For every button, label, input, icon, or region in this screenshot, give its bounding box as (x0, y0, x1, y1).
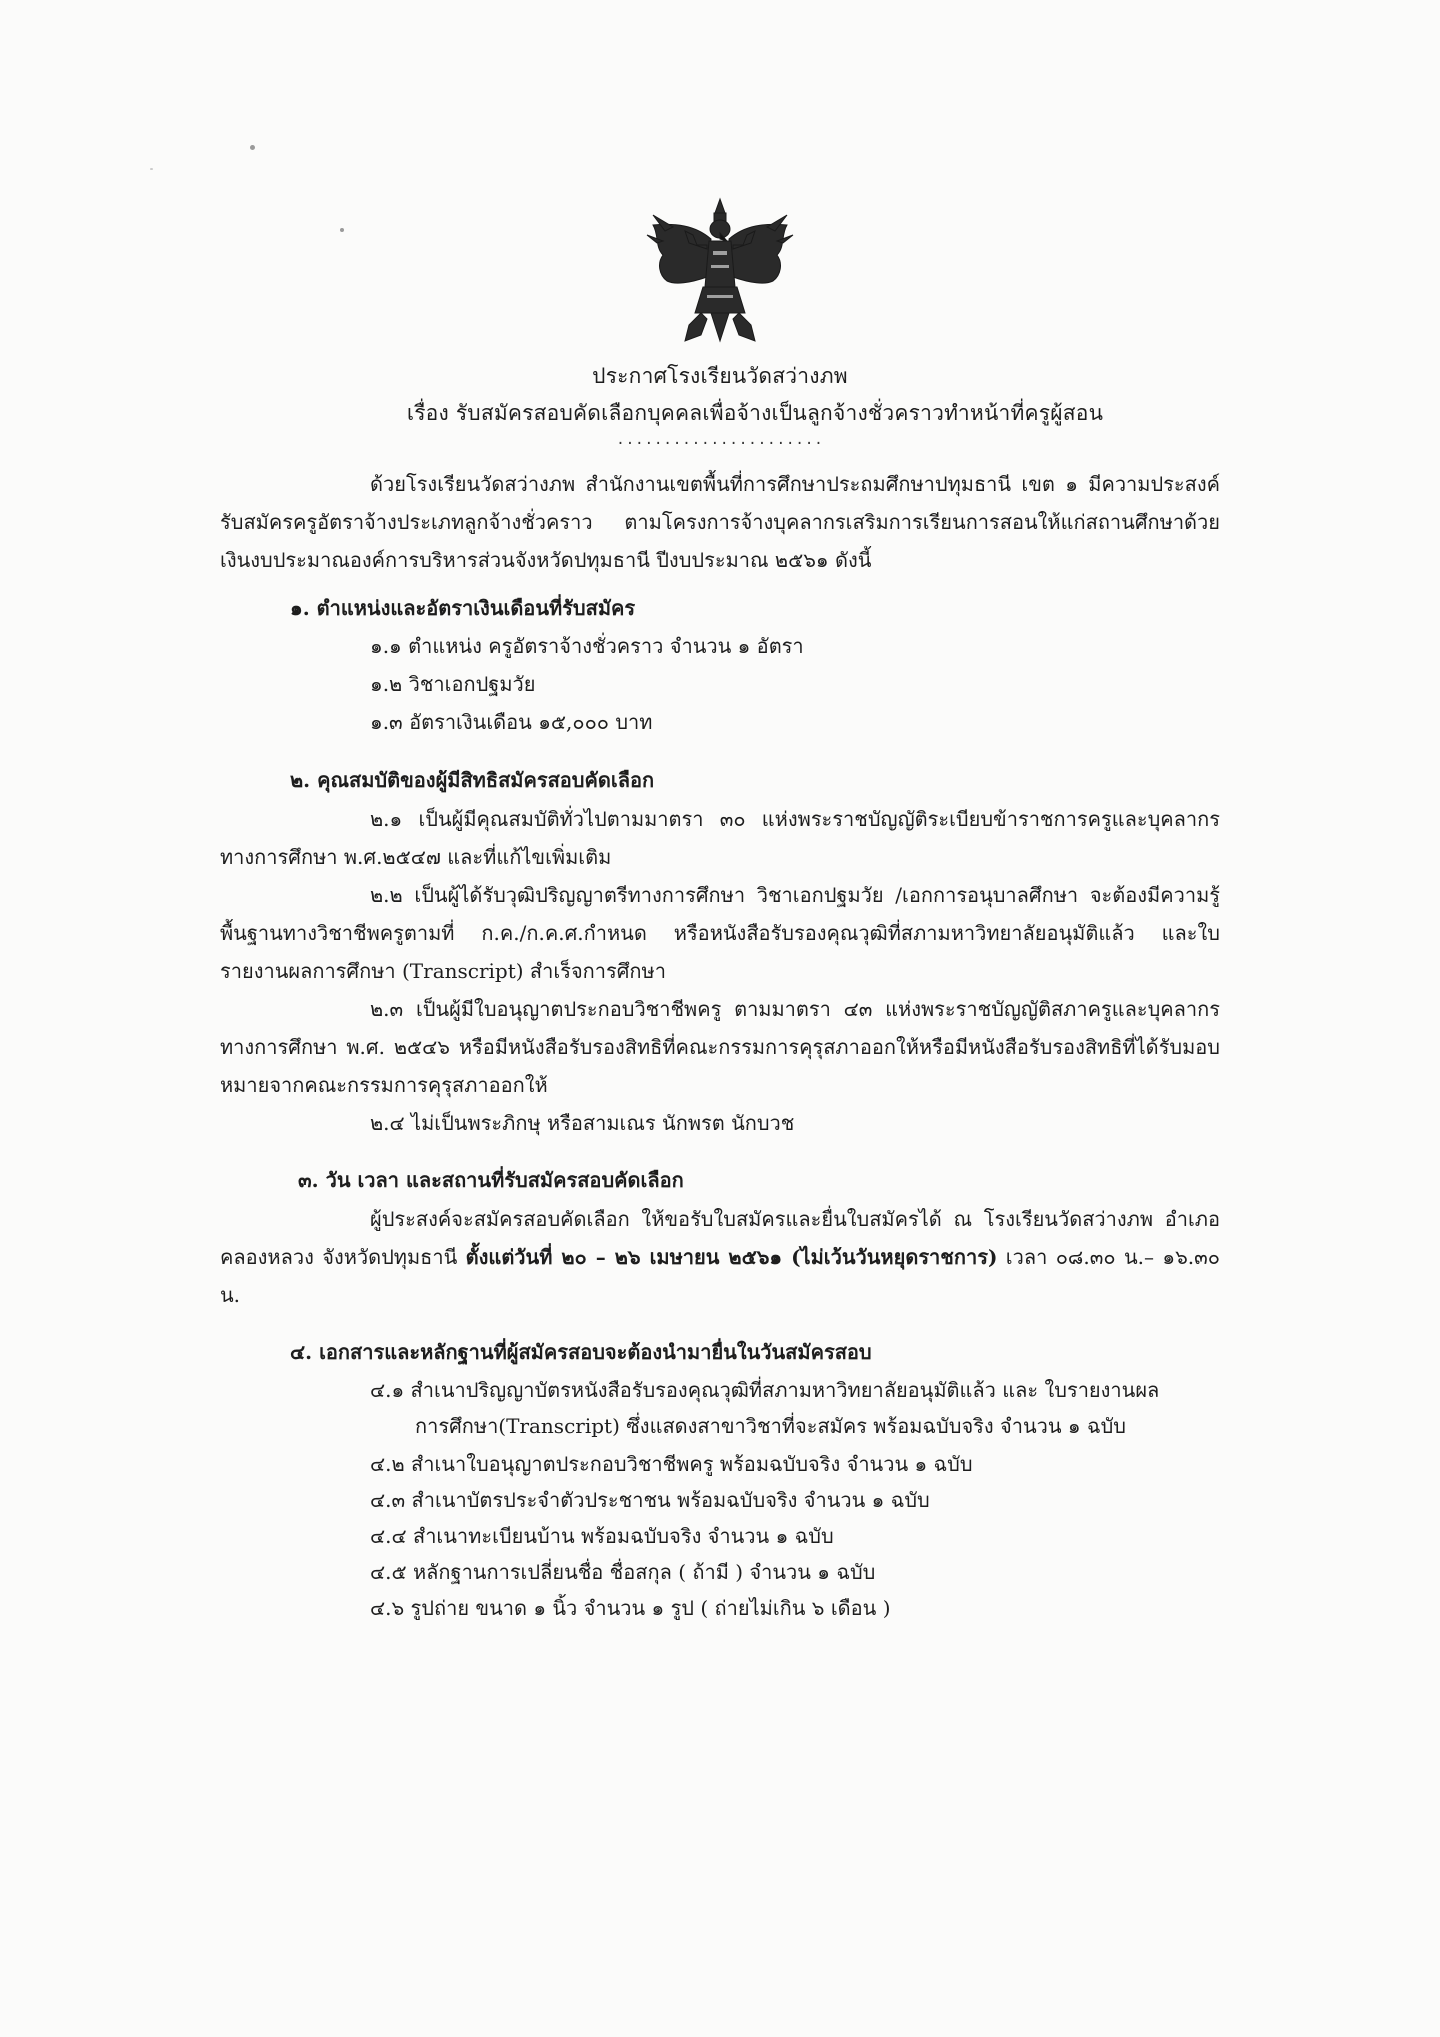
section-1-item: ๑.๑ ตำแหน่ง ครูอัตราจ้างชั่วคราว จำนวน ๑ อัตรา (370, 634, 804, 658)
section-4-item: ๔.๒ สำเนาใบอนุญาตประกอบวิชาชีพครู พร้อมฉบับจริง จำนวน ๑ ฉบับ (370, 1452, 973, 1476)
section-4-item: ๔.๖ รูปถ่าย ขนาด ๑ นิ้ว จำนวน ๑ รูป ( ถ่ายไม่เกิน ๖ เดือน ) (370, 1596, 891, 1620)
section-4-item-line: การศึกษา(Transcript) ซึ่งแสดงสาขาวิชาที่จะสมัคร พร้อมฉบับจริง จำนวน ๑ ฉบับ (415, 1414, 1126, 1438)
scan-speck (340, 228, 344, 232)
section-4-item-line: ๔.๑ สำเนาปริญญาบัตรหนังสือรับรองคุณวุฒิที่สภามหาวิทยาลัยอนุมัติแล้ว และ ใบรายงานผล (370, 1378, 1160, 1402)
section-2-heading: ๒. คุณสมบัติของผู้มีสิทธิสมัครสอบคัดเลือก (290, 768, 655, 792)
section-4-item: ๔.๕ หลักฐานการเปลี่ยนชื่อ ชื่อสกุล ( ถ้ามี ) จำนวน ๑ ฉบับ (370, 1560, 876, 1584)
section-2-item: ๒.๓ เป็นผู้มีใบอนุญาตประกอบวิชาชีพครู ตามมาตรา ๔๓ แห่งพระราชบัญญัติสภาครูและบุคลากรทางการศึกษา พ.ศ. ๒๕๔๖ หรือมีหนังสือรับรองสิทธิที่คณะกรรมการคุรุสภาออกให้หรือมีหนังสือรับรองสิทธิที่ได้รับมอบหมายจากคณะกรรมการคุรุสภาออกให้ (220, 997, 1220, 1097)
title-separator: ...................... (616, 432, 824, 448)
announcement-subject: เรื่อง รับสมัครสอบคัดเลือกบุคคลเพื่อจ้างเป็นลูกจ้างชั่วคราวทำหน้าที่ครูผู้สอน (406, 401, 1104, 425)
announcement-title: ประกาศโรงเรียนวัดสว่างภพ (592, 364, 848, 388)
section-4-item (370, 1372, 1190, 1444)
section-2-item: ๒.๑ เป็นผู้มีคุณสมบัติทั่วไปตามมาตรา ๓๐ แห่งพระราชบัญญัติระเบียบข้าราชการครูและบุคลากรทางการศึกษา พ.ศ.๒๕๔๗ และที่แก้ไขเพิ่มเติม (220, 807, 1220, 869)
section-4-item: ๔.๔ สำเนาทะเบียนบ้าน พร้อมฉบับจริง จำนวน ๑ ฉบับ (370, 1524, 834, 1548)
section-4-item: ๔.๓ สำเนาบัตรประจำตัวประชาชน พร้อมฉบับจริง จำนวน ๑ ฉบับ (370, 1488, 930, 1512)
section-1-heading: ๑. ตำแหน่งและอัตราเงินเดือนที่รับสมัคร (290, 596, 636, 620)
garuda-emblem-icon (645, 195, 795, 345)
intro-paragraph: ด้วยโรงเรียนวัดสว่างภพ สำนักงานเขตพื้นที่การศึกษาประถมศึกษาปทุมธานี เขต ๑ มีความประสงค์รับสมัครครูอัตราจ้างประเภทลูกจ้างชั่วคราว ตามโครงการจ้างบุคลากรเสริมการเรียนการสอนให้แก่สถานศึกษาด้วยเงินงบประมาณองค์การบริหารส่วนจังหวัดปทุมธานี ปีงบประมาณ ๒๕๖๑ ดังนี้ (220, 472, 1220, 572)
section-3-date-range: ตั้งแต่วันที่ ๒๐ – ๒๖ เมษายน ๒๕๖๑ (ไม่เว้นวันหยุดราชการ) (465, 1245, 998, 1269)
section-3-body (220, 1200, 1220, 1314)
section-3-time: เวลา ๐๘.๓๐ น.– ๑๖.๓๐ น. (220, 1245, 1221, 1307)
section-3-heading: ๓. วัน เวลา และสถานที่รับสมัครสอบคัดเลือก (298, 1168, 684, 1192)
section-3-body-text: ผู้ประสงค์จะสมัครสอบคัดเลือก ให้ขอรับใบสมัครและยื่นใบสมัครได้ ณ โรงเรียนวัดสว่างภพ อำเภอคลองหลวง จังหวัดปทุมธานี (220, 1207, 1220, 1269)
scan-speck (250, 145, 255, 150)
section-1-item: ๑.๒ วิชาเอกปฐมวัย (370, 672, 536, 696)
section-2-item: ๒.๒ เป็นผู้ได้รับวุฒิปริญญาตรีทางการศึกษา วิชาเอกปฐมวัย /เอกการอนุบาลศึกษา จะต้องมีความรู้พื้นฐานทางวิชาชีพครูตามที่ ก.ค./ก.ค.ศ.กำหนด หรือหนังสือรับรองคุณวุฒิที่สภามหาวิทยาลัยอนุมัติแล้ว และใบรายงานผลการศึกษา (Transcript) สำเร็จการศึกษา (220, 883, 1220, 983)
section-2-item: ๒.๔ ไม่เป็นพระภิกษุ หรือสามเณร นักพรต นักบวช (370, 1111, 795, 1135)
scan-speck (150, 168, 153, 170)
section-1-item: ๑.๓ อัตราเงินเดือน ๑๕,๐๐๐ บาท (370, 710, 653, 734)
section-4-heading: ๔. เอกสารและหลักฐานที่ผู้สมัครสอบจะต้องนำมายื่นในวันสมัครสอบ (290, 1340, 872, 1364)
